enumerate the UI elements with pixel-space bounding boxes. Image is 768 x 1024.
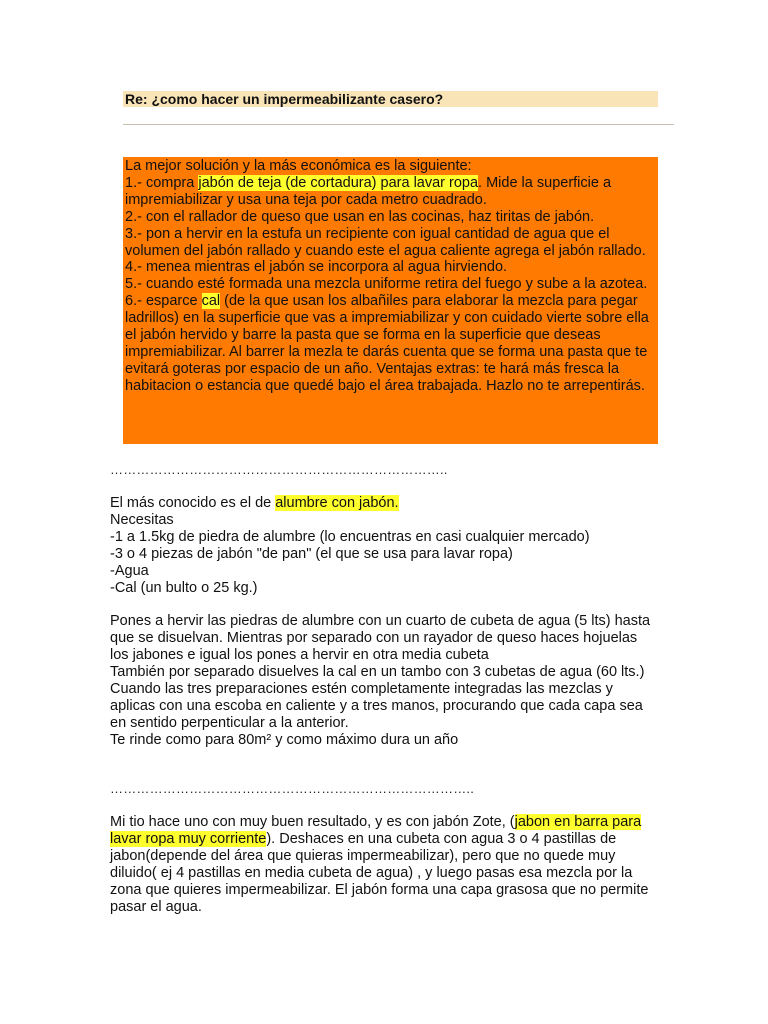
post-title: Re: ¿como hacer un impermeabilizante casero? (123, 91, 658, 107)
section3-prefix: Mi tio hace uno con muy buen resultado, y es con jabón Zote, ( (110, 814, 515, 830)
answer-intro: La mejor solución y la más económica es la siguiente: (125, 158, 472, 174)
section2-paragraph: También por separado disuelves la cal en un tambo con 3 cubetas de agua (60 lts.) (110, 664, 645, 681)
answer-step-1 (125, 175, 656, 209)
separator-dots: ……………………………………………………………………….. (110, 781, 475, 796)
section-zote (110, 814, 658, 915)
ingredient-item: -3 o 4 piezas de jabón "de pan" (el que se usa para lavar ropa) (110, 545, 513, 562)
section3-highlight: jabon en barra para lavar ropa muy corriente (110, 814, 642, 847)
title-divider (123, 124, 674, 125)
answer-box (123, 157, 658, 444)
step6-highlight: cal (201, 293, 221, 310)
ingredient-item: -Agua (110, 562, 149, 579)
section3-suffix: ). Deshaces en una cubeta con agua 3 o 4 pastillas de jabon(depende del área que quieras impermeabilizar), pero que no quede muy diluido( ej 4 pastillas en media cubeta de agua) , y luego pasas esa mezcla por la zona que quieres impermeabilizar. El jabón forma una capa grasosa que no permite pasar el agua. (110, 830, 649, 915)
step6-prefix: 6.- esparce (125, 293, 202, 310)
section2-highlight: alumbre con jabón. (275, 495, 399, 511)
step1-suffix: . Mide la superficie a impremiabilizar y usa una teja por cada metro cuadrado. (125, 174, 612, 208)
answer-step-3: 3.- pon a hervir en la estufa un recipiente con igual cantidad de agua que el volumen del jabón rallado y cuando este el agua caliente agrega el jabón rallado. (125, 225, 646, 259)
step1-highlight: jabón de teja (de cortadura) para lavar ropa (198, 174, 479, 191)
section2-needs: Necesitas (110, 511, 174, 528)
step6-suffix: (de la que usan los albañiles para elaborar la mezcla para pegar ladrillos) en la superficie que vas a impremiabilizar y con cuidado vierte sobre ella el jabón hervido y barre la pasta que se forma en la superficie que deseas impremiabilizar. Al barrer la mezla te darás cuenta que se forma una pasta que te evitará goteras por espacio de un año. Ventajas extras: te hará más fresca la habitacion o estancia que quedé bajo el área trabajada. Hazlo no te arrepentirás. (125, 293, 649, 394)
answer-step-4: 4.- menea mientras el jabón se incorpora al agua hirviendo. (125, 259, 508, 276)
answer-step-6 (125, 293, 656, 394)
answer-step-5: 5.- cuando esté formada una mezcla uniforme retira del fuego y sube a la azotea. (125, 276, 648, 293)
section2-paragraph: Cuando las tres preparaciones estén completamente integradas las mezclas y aplicas con una escoba en caliente y a tres manos, procurando que cada capa sea en sentido perpenticular a la anterior. (110, 680, 643, 731)
paragraph-gap (110, 596, 658, 613)
section2-intro-text: El más conocido es el de (110, 495, 276, 511)
section2-paragraph: Pones a hervir las piedras de alumbre con un cuarto de cubeta de agua (5 lts) hasta que se disuelvan. Mientras por separado con un rayador de queso haces hojuelas los jabones e igual los pones a hervir en otra media cubeta (110, 613, 651, 664)
section2-intro (110, 495, 658, 512)
answer-step-2: 2.- con el rallador de queso que usan en las cocinas, haz tiritas de jabón. (125, 208, 595, 225)
section3-paragraph (110, 814, 658, 915)
separator-dots: ………………………………………………………………….. (110, 462, 448, 477)
section2-paragraph: Te rinde como para 80m² y como máximo dura un año (110, 731, 459, 748)
step1-prefix: 1.- compra (125, 174, 199, 191)
ingredient-item: -1 a 1.5kg de piedra de alumbre (lo encuentras en casi cualquier mercado) (110, 528, 590, 545)
section-alumbre (110, 495, 658, 749)
ingredient-item: -Cal (un bulto o 25 kg.) (110, 579, 258, 596)
